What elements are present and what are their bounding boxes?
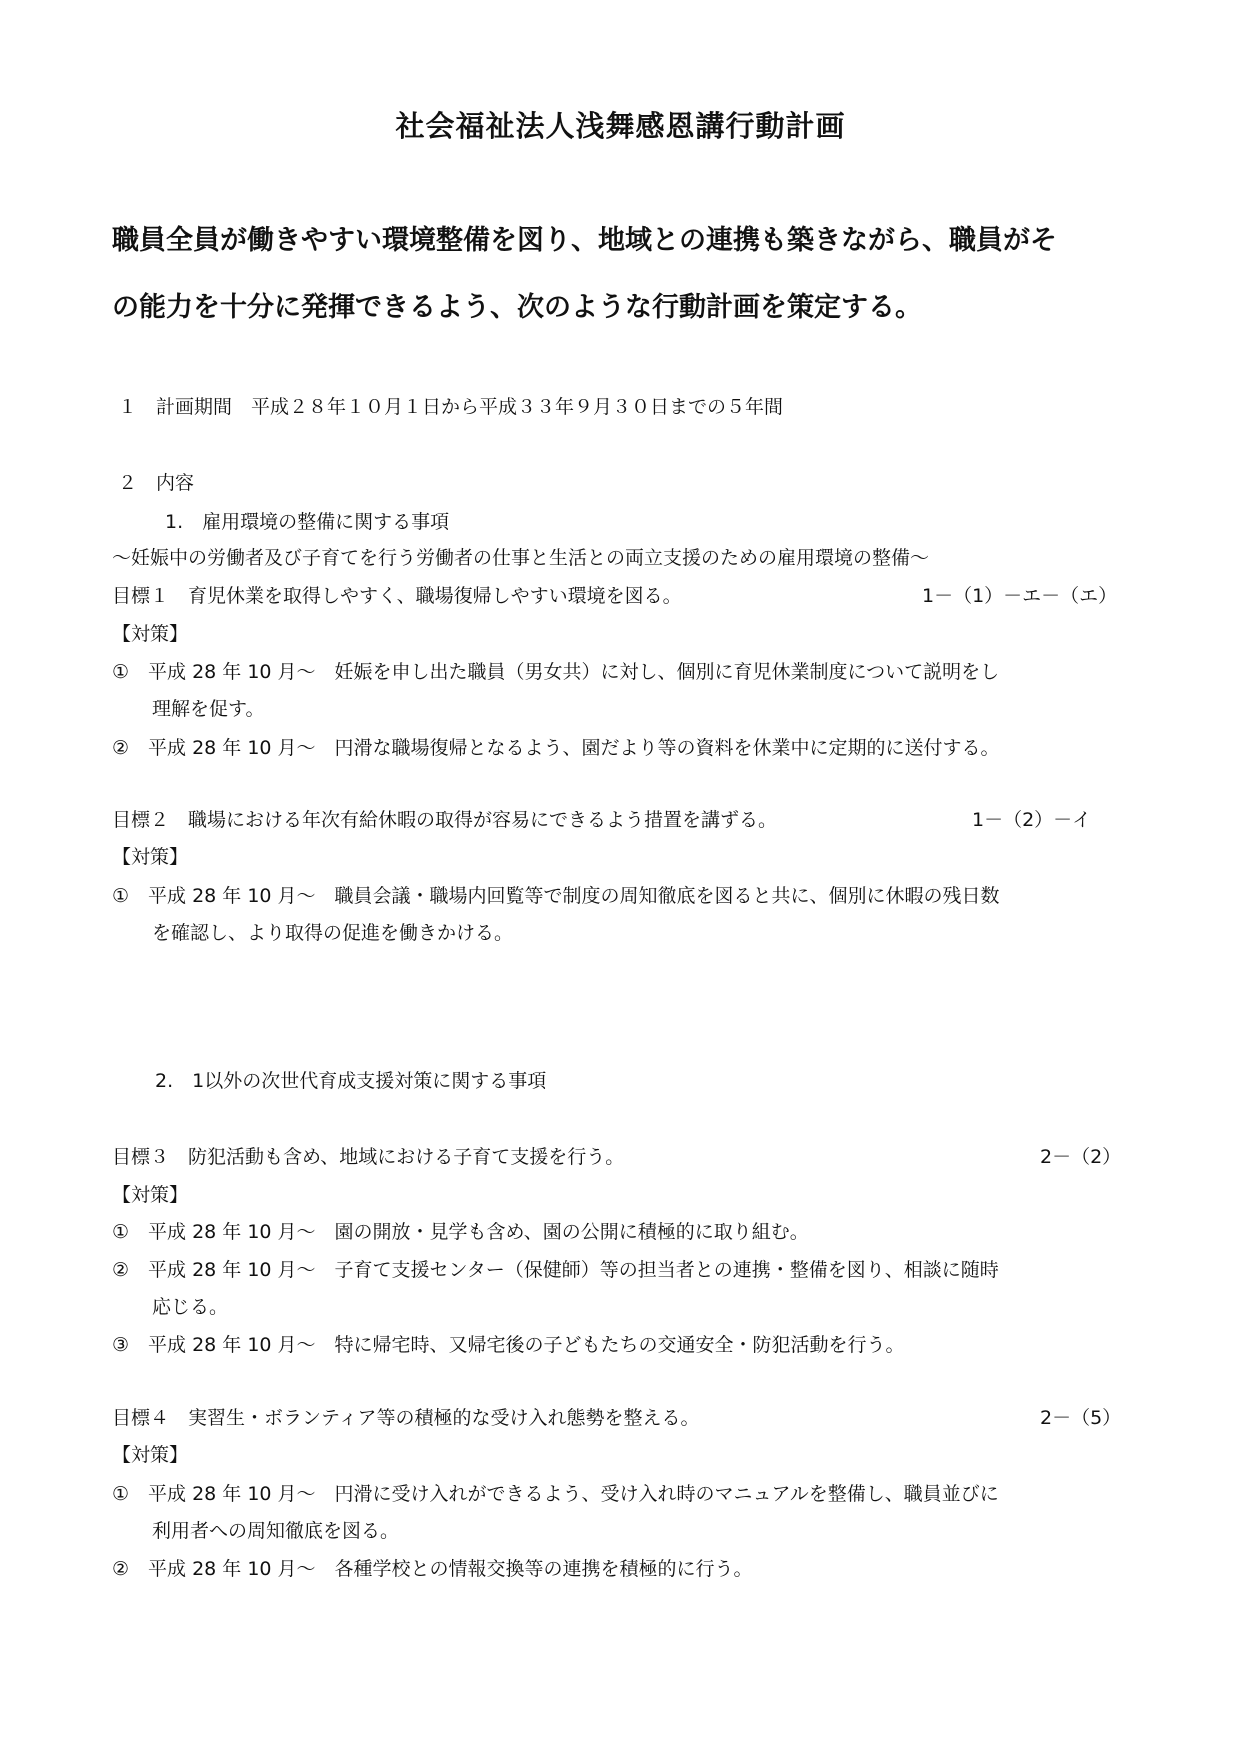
goal2-label: 目標２ 職場における年次有給休暇の取得が容易にできるよう措置を講ずる。 (112, 809, 778, 831)
goal2-measures-heading: 【対策】 (112, 846, 189, 868)
intro-line-1: 職員全員が働きやすい環境整備を図り、地域との連携も築きながら、職員がそ (112, 225, 1057, 256)
goal4-code: 2－（5） (1040, 1407, 1122, 1429)
section1-subheading: ～妊娠中の労働者及び子育てを行う労働者の仕事と生活との両立支援のための雇用環境の整備～ (112, 547, 930, 569)
goal3-measure3: ③ 平成 28 年 10 月～ 特に帰宅時、又帰宅後の子どもたちの交通安全・防犯活動を行う。 (112, 1334, 905, 1356)
intro-line-2: の能力を十分に発揮できるよう、次のような行動計画を策定する。 (112, 292, 922, 323)
goal3-label: 目標３ 防犯活動も含め、地域における子育て支援を行う。 (112, 1146, 625, 1168)
section2-heading: 2. 1以外の次世代育成支援対策に関する事項 (155, 1070, 547, 1092)
goal4-label: 目標４ 実習生・ボランティア等の積極的な受け入れ態勢を整える。 (112, 1407, 700, 1429)
goal3-measures-heading: 【対策】 (112, 1184, 189, 1206)
goal4-measure1-line2: 利用者への周知徹底を図る。 (152, 1520, 400, 1542)
goal1-measure1-line1: ① 平成 28 年 10 月～ 妊娠を申し出た職員（男女共）に対し、個別に育児休業制度について説明をし (112, 661, 1000, 683)
goal2-measure1-line1: ① 平成 28 年 10 月～ 職員会議・職場内回覧等で制度の周知徹底を図ると共に、個別に休暇の残日数 (112, 885, 1000, 907)
contents-heading: ２ 内容 (118, 472, 195, 494)
goal2-measure1-line2: を確認し、より取得の促進を働きかける。 (152, 922, 514, 944)
goal3-measure2-line1: ② 平成 28 年 10 月～ 子育て支援センター（保健師）等の担当者との連携・整備を図り、相談に随時 (112, 1259, 999, 1281)
goal3-measure1: ① 平成 28 年 10 月～ 園の開放・見学も含め、園の公開に積極的に取り組む。 (112, 1221, 809, 1243)
goal1-measures-heading: 【対策】 (112, 623, 189, 645)
document-title: 社会福祉法人浅舞感恩講行動計画 (395, 109, 846, 143)
goal4-measures-heading: 【対策】 (112, 1444, 189, 1466)
goal1-measure2: ② 平成 28 年 10 月～ 円滑な職場復帰となるよう、園だより等の資料を休業中に定期的に送付する。 (112, 737, 1000, 759)
goal1-measure1-line2: 理解を促す。 (152, 698, 265, 720)
goal3-code: 2－（2） (1040, 1146, 1122, 1168)
goal4-measure2: ② 平成 28 年 10 月～ 各種学校との情報交換等の連携を積極的に行う。 (112, 1558, 753, 1580)
section1-heading: 1. 雇用環境の整備に関する事項 (165, 511, 450, 533)
goal1-code: 1－（1）－エ－（エ） (922, 585, 1118, 607)
goal3-measure2-line2: 応じる。 (152, 1296, 229, 1318)
plan-period: １ 計画期間 平成２８年１０月１日から平成３３年９月３０日までの５年間 (118, 396, 784, 418)
goal1-label: 目標１ 育児休業を取得しやすく、職場復帰しやすい環境を図る。 (112, 585, 682, 607)
goal4-measure1-line1: ① 平成 28 年 10 月～ 円滑に受け入れができるよう、受け入れ時のマニュアルを整備し、職員並びに (112, 1483, 999, 1505)
goal2-code: 1－（2）－イ (972, 809, 1092, 831)
